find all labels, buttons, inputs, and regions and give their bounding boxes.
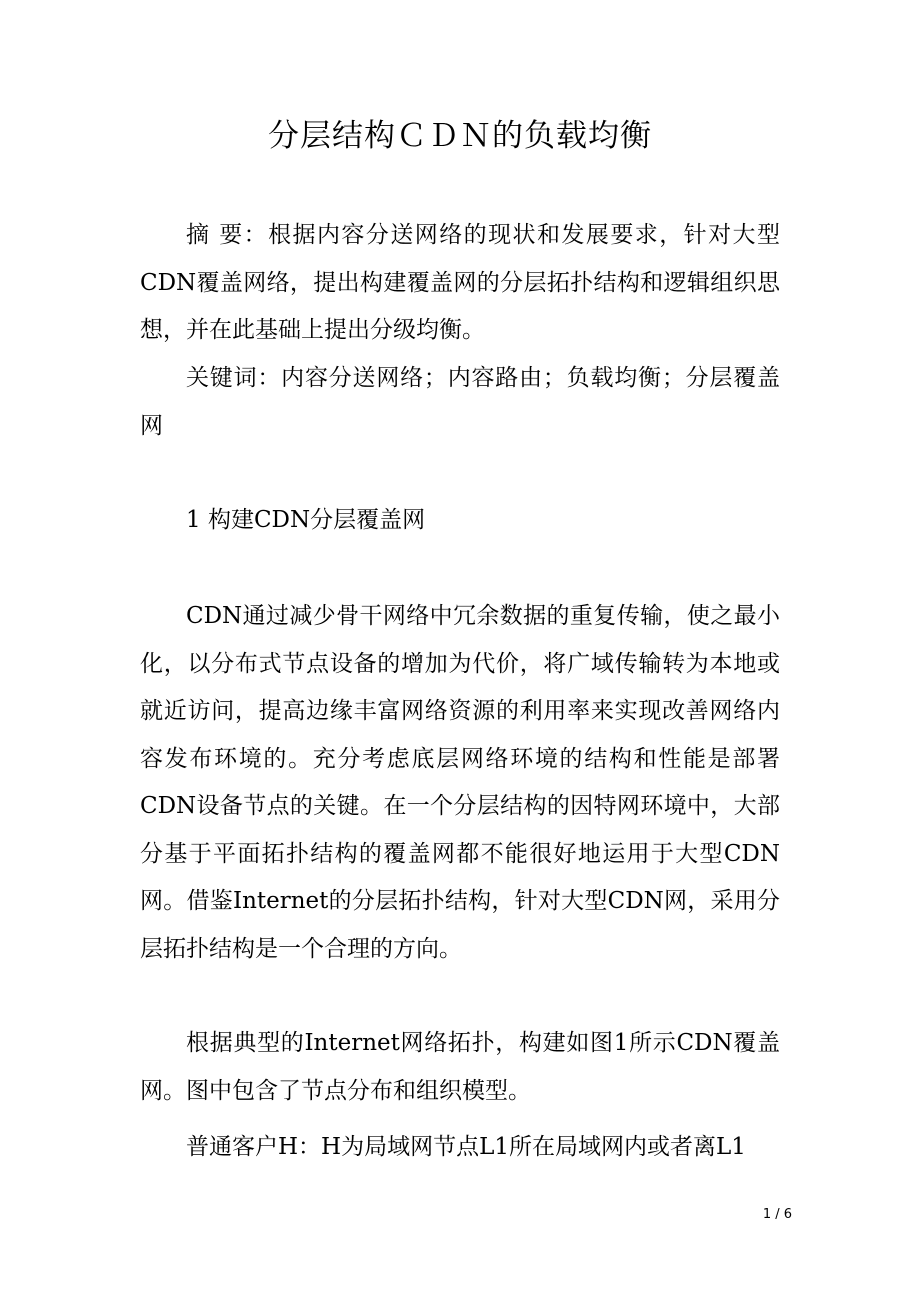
body-paragraph-3: 普通客户H：H为局域网节点L1所在局域网内或者离L1: [186, 1134, 746, 1160]
document-title: 分层结构ＣＤＮ的负载均衡: [268, 118, 652, 154]
abstract-paragraph: 摘 要：根据内容分送网络的现状和发展要求，针对大型CDN覆盖网络，提出构建覆盖网的分层拓扑结构和逻辑组织思想，并在此基础上提出分级均衡。: [140, 222, 780, 343]
keywords-paragraph: 关键词：内容分送网络；内容路由；负载均衡；分层覆盖网: [140, 365, 780, 439]
page-number: 1 / 6: [762, 1207, 792, 1222]
section-heading: 1 构建CDN分层覆盖网: [186, 507, 426, 533]
body-paragraph-1: CDN通过减少骨干网络中冗余数据的重复传输，使之最小化，以分布式节点设备的增加为代价，将广域传输转为本地或就近访问，提高边缘丰富网络资源的利用率来实现改善网络内容发布环境的。充分考虑底层网络环境的结构和性能是部署CDN设备节点的关键。在一个分层结构的因特网环境中，大部分基于平面拓扑结构的覆盖网都不能很好地运用于大型CDN网。借鉴Internet的分层拓扑结构，针对大型CDN网，采用分层拓扑结构是一个合理的方向。: [140, 603, 780, 962]
body-paragraph-2: 根据典型的Internet网络拓扑，构建如图1所示CDN覆盖网。图中包含了节点分布和组织模型。: [140, 1030, 780, 1104]
